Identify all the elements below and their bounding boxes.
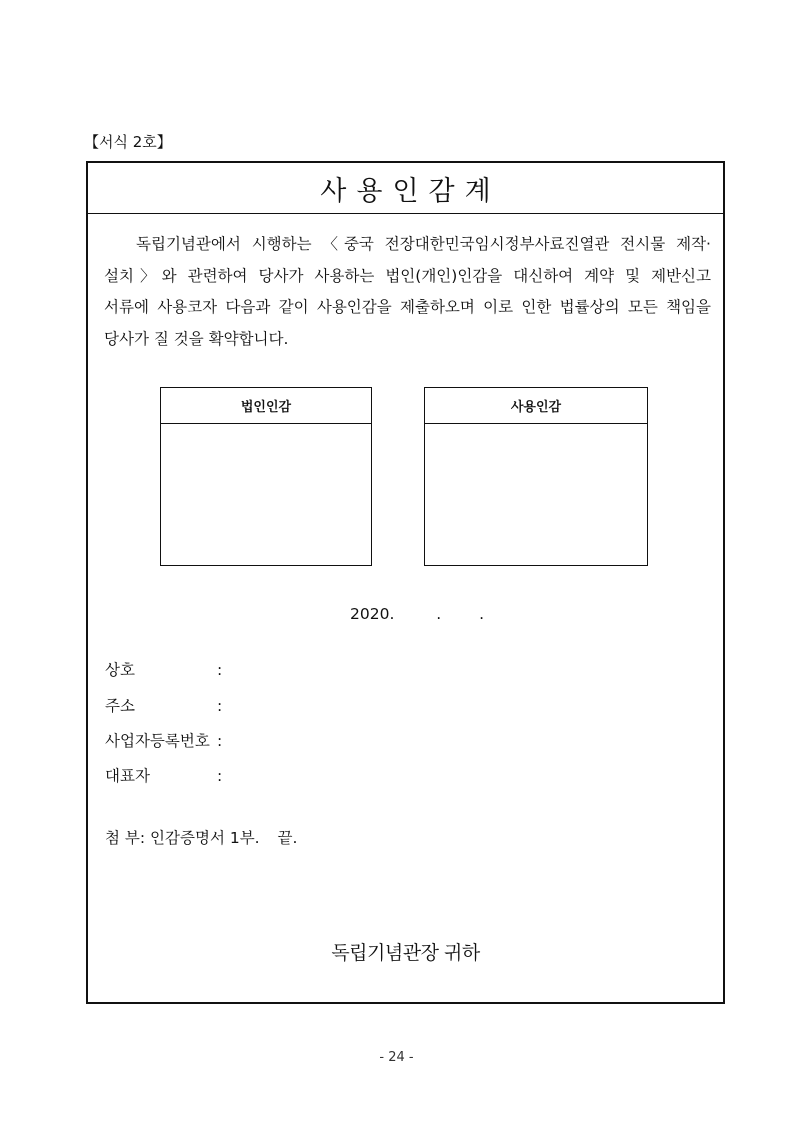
field-colon: : bbox=[217, 697, 223, 715]
corporate-seal-header: 법인인감 bbox=[161, 388, 371, 424]
field-address bbox=[105, 694, 222, 718]
title-bar bbox=[88, 163, 723, 214]
field-business-number bbox=[105, 729, 222, 753]
form-frame bbox=[86, 161, 725, 1004]
field-colon: : bbox=[217, 661, 223, 679]
declaration-text bbox=[104, 229, 711, 355]
field-label-business-number: 사업자등록번호 bbox=[105, 732, 210, 750]
declaration-line-1: 독립기념관에서 시행하는 〈중국 전장대한민국임시정부사료진열관 전시물 제작· bbox=[136, 235, 711, 253]
date-month-separator: . bbox=[436, 605, 442, 623]
date-day-separator: . bbox=[479, 605, 484, 623]
page-number: - 24 - bbox=[379, 1050, 414, 1065]
field-label-company: 상호 bbox=[105, 661, 135, 679]
declaration-line-2: 설치〉와 관련하여 당사가 사용하는 법인(개인)인감을 대신하여 계약 및 제반신고 bbox=[104, 266, 711, 285]
user-seal-header: 사용인감 bbox=[425, 388, 647, 424]
field-representative bbox=[105, 764, 222, 788]
field-colon: : bbox=[217, 767, 223, 785]
corporate-seal-box bbox=[160, 387, 372, 566]
attachment-label: 첨 부: bbox=[105, 829, 146, 847]
document-title: 사용인감계 bbox=[320, 175, 501, 207]
attachment-value: 인감증명서 1부. bbox=[150, 829, 260, 847]
date-year: 2020. bbox=[350, 605, 395, 623]
declaration-line-4: 당사가 질 것을 확약합니다. bbox=[104, 329, 289, 348]
addressee: 독립기념관장 귀하 bbox=[331, 942, 480, 964]
field-label-address: 주소 bbox=[105, 697, 135, 715]
attachment-line bbox=[105, 826, 297, 848]
date-line bbox=[350, 605, 484, 623]
field-company-name bbox=[105, 658, 222, 682]
field-colon: : bbox=[217, 732, 223, 750]
declaration-line-3: 서류에 사용코자 다음과 같이 사용인감을 제출하오며 이로 인한 법률상의 모든 책임을 bbox=[104, 298, 711, 316]
user-seal-box bbox=[424, 387, 648, 566]
attachment-end: 끝. bbox=[277, 829, 298, 847]
form-number-label: 【서식 2호】 bbox=[84, 133, 172, 151]
field-label-representative: 대표자 bbox=[105, 767, 150, 785]
